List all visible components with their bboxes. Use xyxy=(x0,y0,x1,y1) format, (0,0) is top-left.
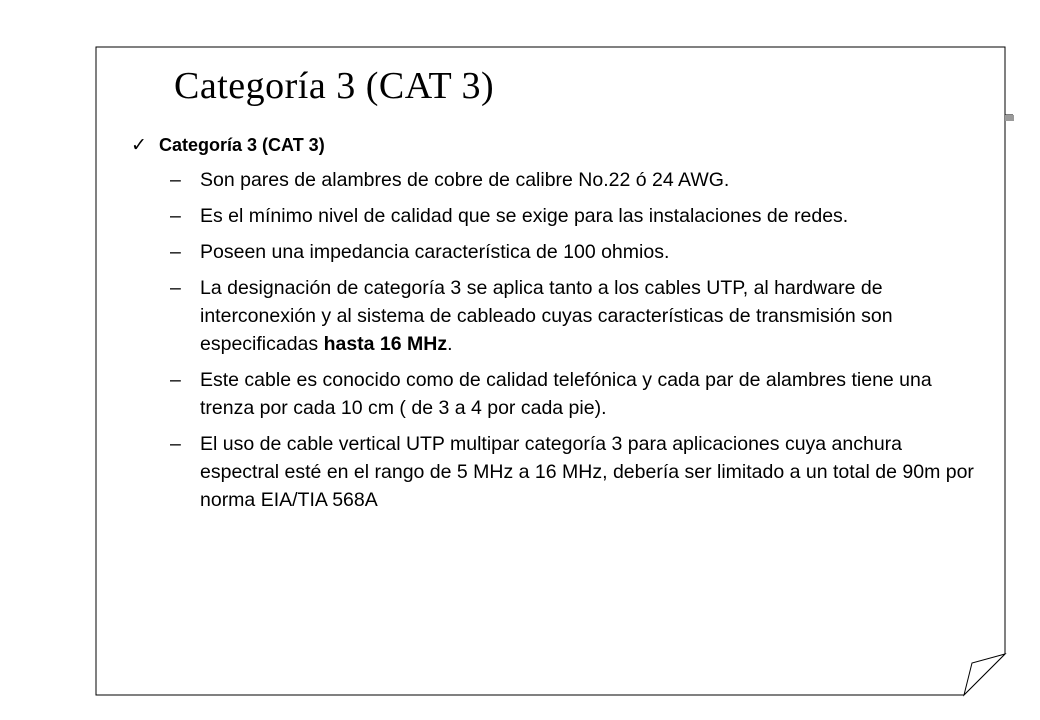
bullet-text: El uso de cable vertical UTP multipar categoría 3 para aplicaciones cuya anchura espectral esté en el rango de 5 MHz a 16 MHz, debería ser limitado a un total de 90m por norma EIA/TIA 568A xyxy=(200,433,974,511)
bullet-item xyxy=(170,366,985,422)
dash-marker: – xyxy=(170,169,181,191)
dash-marker: – xyxy=(170,277,181,299)
bullet-text-after: . xyxy=(447,333,453,355)
slide-title: Categoría 3 (CAT 3) xyxy=(174,65,495,107)
section-heading: Categoría 3 (CAT 3) xyxy=(159,134,325,155)
bullet-text: Este cable es conocido como de calidad telefónica y cada par de alambres tiene una trenza por cada 10 cm ( de 3 a 4 por cada pie). xyxy=(200,369,932,419)
dash-marker: – xyxy=(170,433,181,455)
dash-marker: – xyxy=(170,369,181,391)
bullet-list xyxy=(170,166,985,522)
bullet-text xyxy=(200,274,985,358)
bullet-bold-frequency: hasta 16 MHz xyxy=(323,333,448,355)
bullet-text: Son pares de alambres de cobre de calibre No.22 ó 24 AWG. xyxy=(200,169,730,191)
bullet-item xyxy=(170,166,985,194)
bullet-text: Poseen una impedancia característica de 100 ohmios. xyxy=(200,241,670,263)
checked-heading xyxy=(131,133,325,157)
bullet-item xyxy=(170,430,985,514)
bullet-item xyxy=(170,202,985,230)
bullet-item xyxy=(170,238,985,266)
dash-marker: – xyxy=(170,241,181,263)
top-right-shadow-line xyxy=(1005,115,1014,121)
bullet-text: Es el mínimo nivel de calidad que se exige para las instalaciones de redes. xyxy=(200,205,849,227)
checkmark-icon: ✓ xyxy=(131,134,147,156)
bullet-item xyxy=(170,274,985,358)
bullet-text-before: La designación de categoría 3 se aplica tanto a los cables UTP, al hardware de interconexión y al sistema de cableado cuyas características de transmisión son especificadas xyxy=(200,277,893,355)
dash-marker: – xyxy=(170,205,181,227)
